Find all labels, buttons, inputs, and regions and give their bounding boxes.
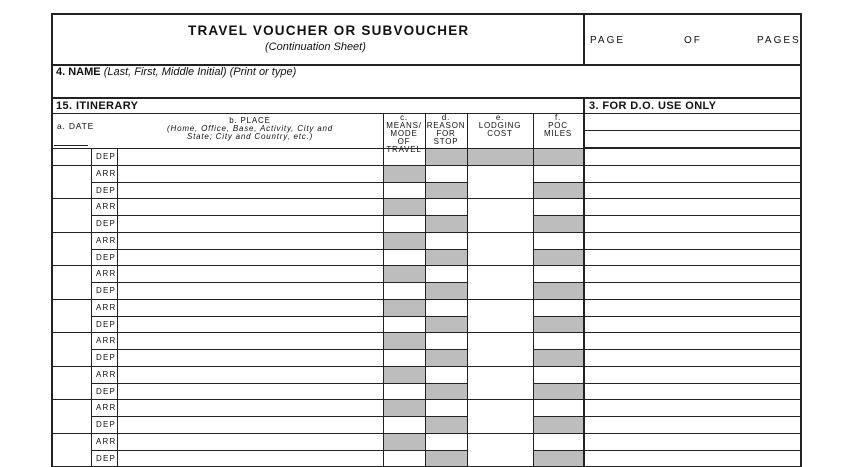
means-field[interactable]	[384, 400, 424, 415]
means-field[interactable]	[384, 367, 424, 382]
date-row-line	[51, 366, 91, 367]
poc-field[interactable]	[534, 333, 582, 348]
row-line	[91, 249, 117, 250]
lodging-row-line	[467, 198, 533, 199]
place-field[interactable]	[118, 350, 382, 365]
do-field[interactable]	[585, 216, 800, 231]
poc-shade	[534, 451, 583, 467]
reason-shade	[426, 350, 467, 366]
poc-field[interactable]	[534, 367, 582, 382]
date-row-line	[51, 165, 91, 166]
dep-row-label: DEP	[96, 453, 117, 463]
place-field[interactable]	[118, 417, 382, 432]
reason-field[interactable]	[426, 266, 466, 281]
reason-field[interactable]	[426, 333, 466, 348]
name-hint: (Last, First, Middle Initial) (Print or type)	[103, 66, 297, 78]
row-line	[91, 182, 117, 183]
reason-field[interactable]	[426, 400, 466, 415]
do-use-title: 3. FOR D.O. USE ONLY	[589, 100, 717, 112]
dep-row-label: DEP	[96, 420, 117, 429]
do-field[interactable]	[585, 434, 800, 449]
name-label-text: 4. NAME	[56, 66, 101, 78]
arr-row-label: ARR	[96, 202, 117, 212]
do-header-line-1	[583, 130, 802, 131]
col-lodging-line1: e.	[495, 113, 505, 122]
lodging-row-line	[467, 265, 533, 266]
place-field[interactable]	[118, 199, 382, 214]
page-number-field[interactable]	[625, 30, 680, 48]
place-field[interactable]	[118, 333, 382, 348]
of-label: OF	[684, 35, 702, 46]
place-field[interactable]	[118, 283, 382, 298]
col-place-header	[118, 117, 382, 141]
place-field[interactable]	[118, 434, 382, 449]
row-line	[91, 232, 117, 233]
place-field[interactable]	[118, 400, 382, 415]
reason-field[interactable]	[426, 166, 466, 181]
do-field[interactable]	[585, 233, 800, 248]
reason-shade	[426, 417, 467, 433]
row-line	[91, 215, 117, 216]
arr-row-label: ARR	[96, 436, 117, 446]
do-field[interactable]	[585, 266, 800, 281]
poc-shade	[534, 350, 583, 366]
row-line	[91, 450, 117, 451]
poc-shade	[534, 283, 583, 299]
poc-shade	[534, 183, 583, 199]
dep-row-label: DEP	[96, 353, 117, 362]
poc-shade	[534, 216, 583, 232]
name-field[interactable]	[55, 79, 799, 96]
row-line	[91, 416, 117, 417]
reason-shade	[426, 183, 467, 199]
reason-shade	[426, 317, 467, 333]
pages-label: PAGES	[757, 35, 801, 46]
dep-row-label: DEP	[96, 219, 117, 228]
place-field[interactable]	[118, 250, 382, 265]
col-place-line3: State; City and Country, etc.)	[186, 132, 314, 141]
col-line-lodging	[467, 113, 468, 467]
date-row-line	[51, 399, 91, 400]
poc-field[interactable]	[534, 400, 582, 415]
dep-row-label: DEP	[96, 319, 117, 329]
date-row-line	[51, 265, 91, 266]
do-field[interactable]	[585, 166, 800, 181]
poc-shade	[534, 317, 583, 333]
row-line	[91, 265, 117, 266]
form-subtitle: (Continuation Sheet)	[265, 41, 366, 53]
reason-shade	[426, 283, 467, 299]
arr-row-label: ARR	[96, 269, 117, 279]
poc-field[interactable]	[534, 266, 582, 281]
poc-field[interactable]	[534, 300, 582, 315]
date-row-line	[51, 332, 91, 333]
do-field[interactable]	[585, 300, 800, 315]
dep-row-label: DEP	[96, 252, 117, 262]
row-line	[91, 433, 117, 434]
col-lodging-header	[467, 114, 533, 138]
col-reason-line2: REASON	[426, 121, 466, 130]
col-reason-header	[425, 114, 467, 146]
col-means-line1: c.	[400, 113, 408, 122]
means-field[interactable]	[384, 233, 424, 248]
itinerary-title: 15. ITINERARY	[56, 100, 139, 112]
date-row-line	[51, 198, 91, 199]
arr-row-label: ARR	[96, 403, 117, 413]
lodging-row-line	[467, 299, 533, 300]
means-field[interactable]	[384, 333, 424, 348]
form-title: TRAVEL VOUCHER OR SUBVOUCHER	[188, 23, 470, 38]
place-field[interactable]	[118, 300, 382, 315]
col-poc-header	[533, 114, 583, 138]
date-underline	[54, 145, 88, 146]
do-field[interactable]	[585, 149, 800, 164]
poc-field[interactable]	[534, 166, 582, 181]
means-field[interactable]	[384, 166, 424, 181]
means-field[interactable]	[384, 266, 424, 281]
place-field[interactable]	[118, 451, 382, 466]
place-field[interactable]	[118, 266, 382, 281]
col-lodging-line3: COST	[487, 129, 513, 138]
poc-field[interactable]	[534, 199, 582, 214]
poc-field[interactable]	[534, 233, 582, 248]
row-line	[91, 282, 117, 283]
date-row-line	[51, 232, 91, 233]
reason-shade	[426, 250, 467, 266]
dep-row-label: DEP	[96, 185, 117, 195]
lodging-first-line	[467, 165, 533, 166]
do-field[interactable]	[585, 199, 800, 214]
lodging-row-line	[467, 433, 533, 434]
col-place-line2: (Home, Office, Base, Activity, City and	[167, 124, 333, 133]
row-line	[91, 316, 117, 317]
reason-shade	[426, 216, 467, 232]
row-line	[91, 366, 117, 367]
means-field[interactable]	[384, 300, 424, 315]
reason-shade	[426, 451, 467, 467]
do-field[interactable]	[585, 400, 800, 415]
do-field[interactable]	[585, 384, 800, 399]
row-line	[91, 332, 117, 333]
dep-row-label: DEP	[96, 286, 117, 295]
poc-shade	[534, 250, 583, 266]
place-field[interactable]	[118, 183, 382, 198]
place-field[interactable]	[118, 384, 382, 399]
col-means-line2: MEANS/	[386, 121, 422, 130]
dep-row-label: DEP	[96, 386, 117, 396]
row-line	[91, 383, 117, 384]
col-date-header: a. DATE	[57, 121, 95, 131]
poc-field[interactable]	[534, 434, 582, 449]
name-label	[56, 66, 296, 78]
page-label: PAGE	[590, 35, 626, 46]
row-line	[91, 299, 117, 300]
col-reason-line3: FOR	[436, 129, 456, 138]
lodging-row-line	[467, 399, 533, 400]
arr-row-label: ARR	[96, 168, 117, 178]
place-field[interactable]	[118, 367, 382, 382]
place-field[interactable]	[118, 149, 382, 164]
place-field[interactable]	[118, 216, 382, 231]
arr-row-label: ARR	[96, 369, 117, 379]
reason-field[interactable]	[426, 434, 466, 449]
place-field[interactable]	[118, 166, 382, 181]
row-line	[91, 349, 117, 350]
reason-field[interactable]	[426, 367, 466, 382]
dep-row-label: DEP	[96, 152, 117, 161]
col-lodging-line2: LODGING	[478, 121, 522, 130]
lodging-shade	[468, 149, 533, 165]
poc-shade	[534, 417, 583, 433]
col-means-line3: MODE OF	[390, 129, 418, 146]
place-field[interactable]	[118, 317, 382, 332]
total-pages-field[interactable]	[705, 30, 755, 48]
reason-shade	[426, 149, 467, 165]
do-field[interactable]	[585, 183, 800, 198]
means-field[interactable]	[384, 434, 424, 449]
do-field[interactable]	[585, 283, 800, 298]
arr-row-label: ARR	[96, 302, 117, 312]
do-field[interactable]	[585, 317, 800, 332]
arr-row-label: ARR	[96, 235, 117, 245]
col-poc-line2: POC	[548, 121, 568, 130]
poc-shade	[534, 149, 583, 165]
col-reason-line4: STOP	[433, 137, 459, 146]
do-field[interactable]	[585, 367, 800, 382]
lodging-row-line	[467, 232, 533, 233]
do-field[interactable]	[585, 417, 800, 432]
date-row-line	[51, 433, 91, 434]
row-line	[91, 165, 117, 166]
header-divider	[583, 13, 585, 65]
col-line-date	[91, 148, 92, 467]
arr-row-label: ARR	[96, 336, 117, 346]
do-field[interactable]	[585, 451, 800, 466]
reason-field[interactable]	[426, 300, 466, 315]
lodging-row-line	[467, 366, 533, 367]
itinerary-top-line	[51, 97, 802, 99]
row-line	[91, 399, 117, 400]
do-field[interactable]	[585, 250, 800, 265]
date-row-line	[51, 299, 91, 300]
row-line	[91, 198, 117, 199]
do-field[interactable]	[585, 350, 800, 365]
reason-field[interactable]	[426, 199, 466, 214]
col-reason-line1: d.	[441, 113, 451, 122]
reason-shade	[426, 384, 467, 400]
lodging-row-line	[467, 332, 533, 333]
col-place-title: b. PLACE	[229, 116, 271, 125]
means-field[interactable]	[384, 199, 424, 214]
col-poc-line1: f.	[554, 113, 562, 122]
col-poc-line3: MILES	[543, 129, 572, 138]
do-field[interactable]	[585, 333, 800, 348]
place-field[interactable]	[118, 233, 382, 248]
poc-shade	[534, 384, 583, 400]
col-means-line4: TRAVEL	[386, 145, 422, 154]
reason-field[interactable]	[426, 233, 466, 248]
